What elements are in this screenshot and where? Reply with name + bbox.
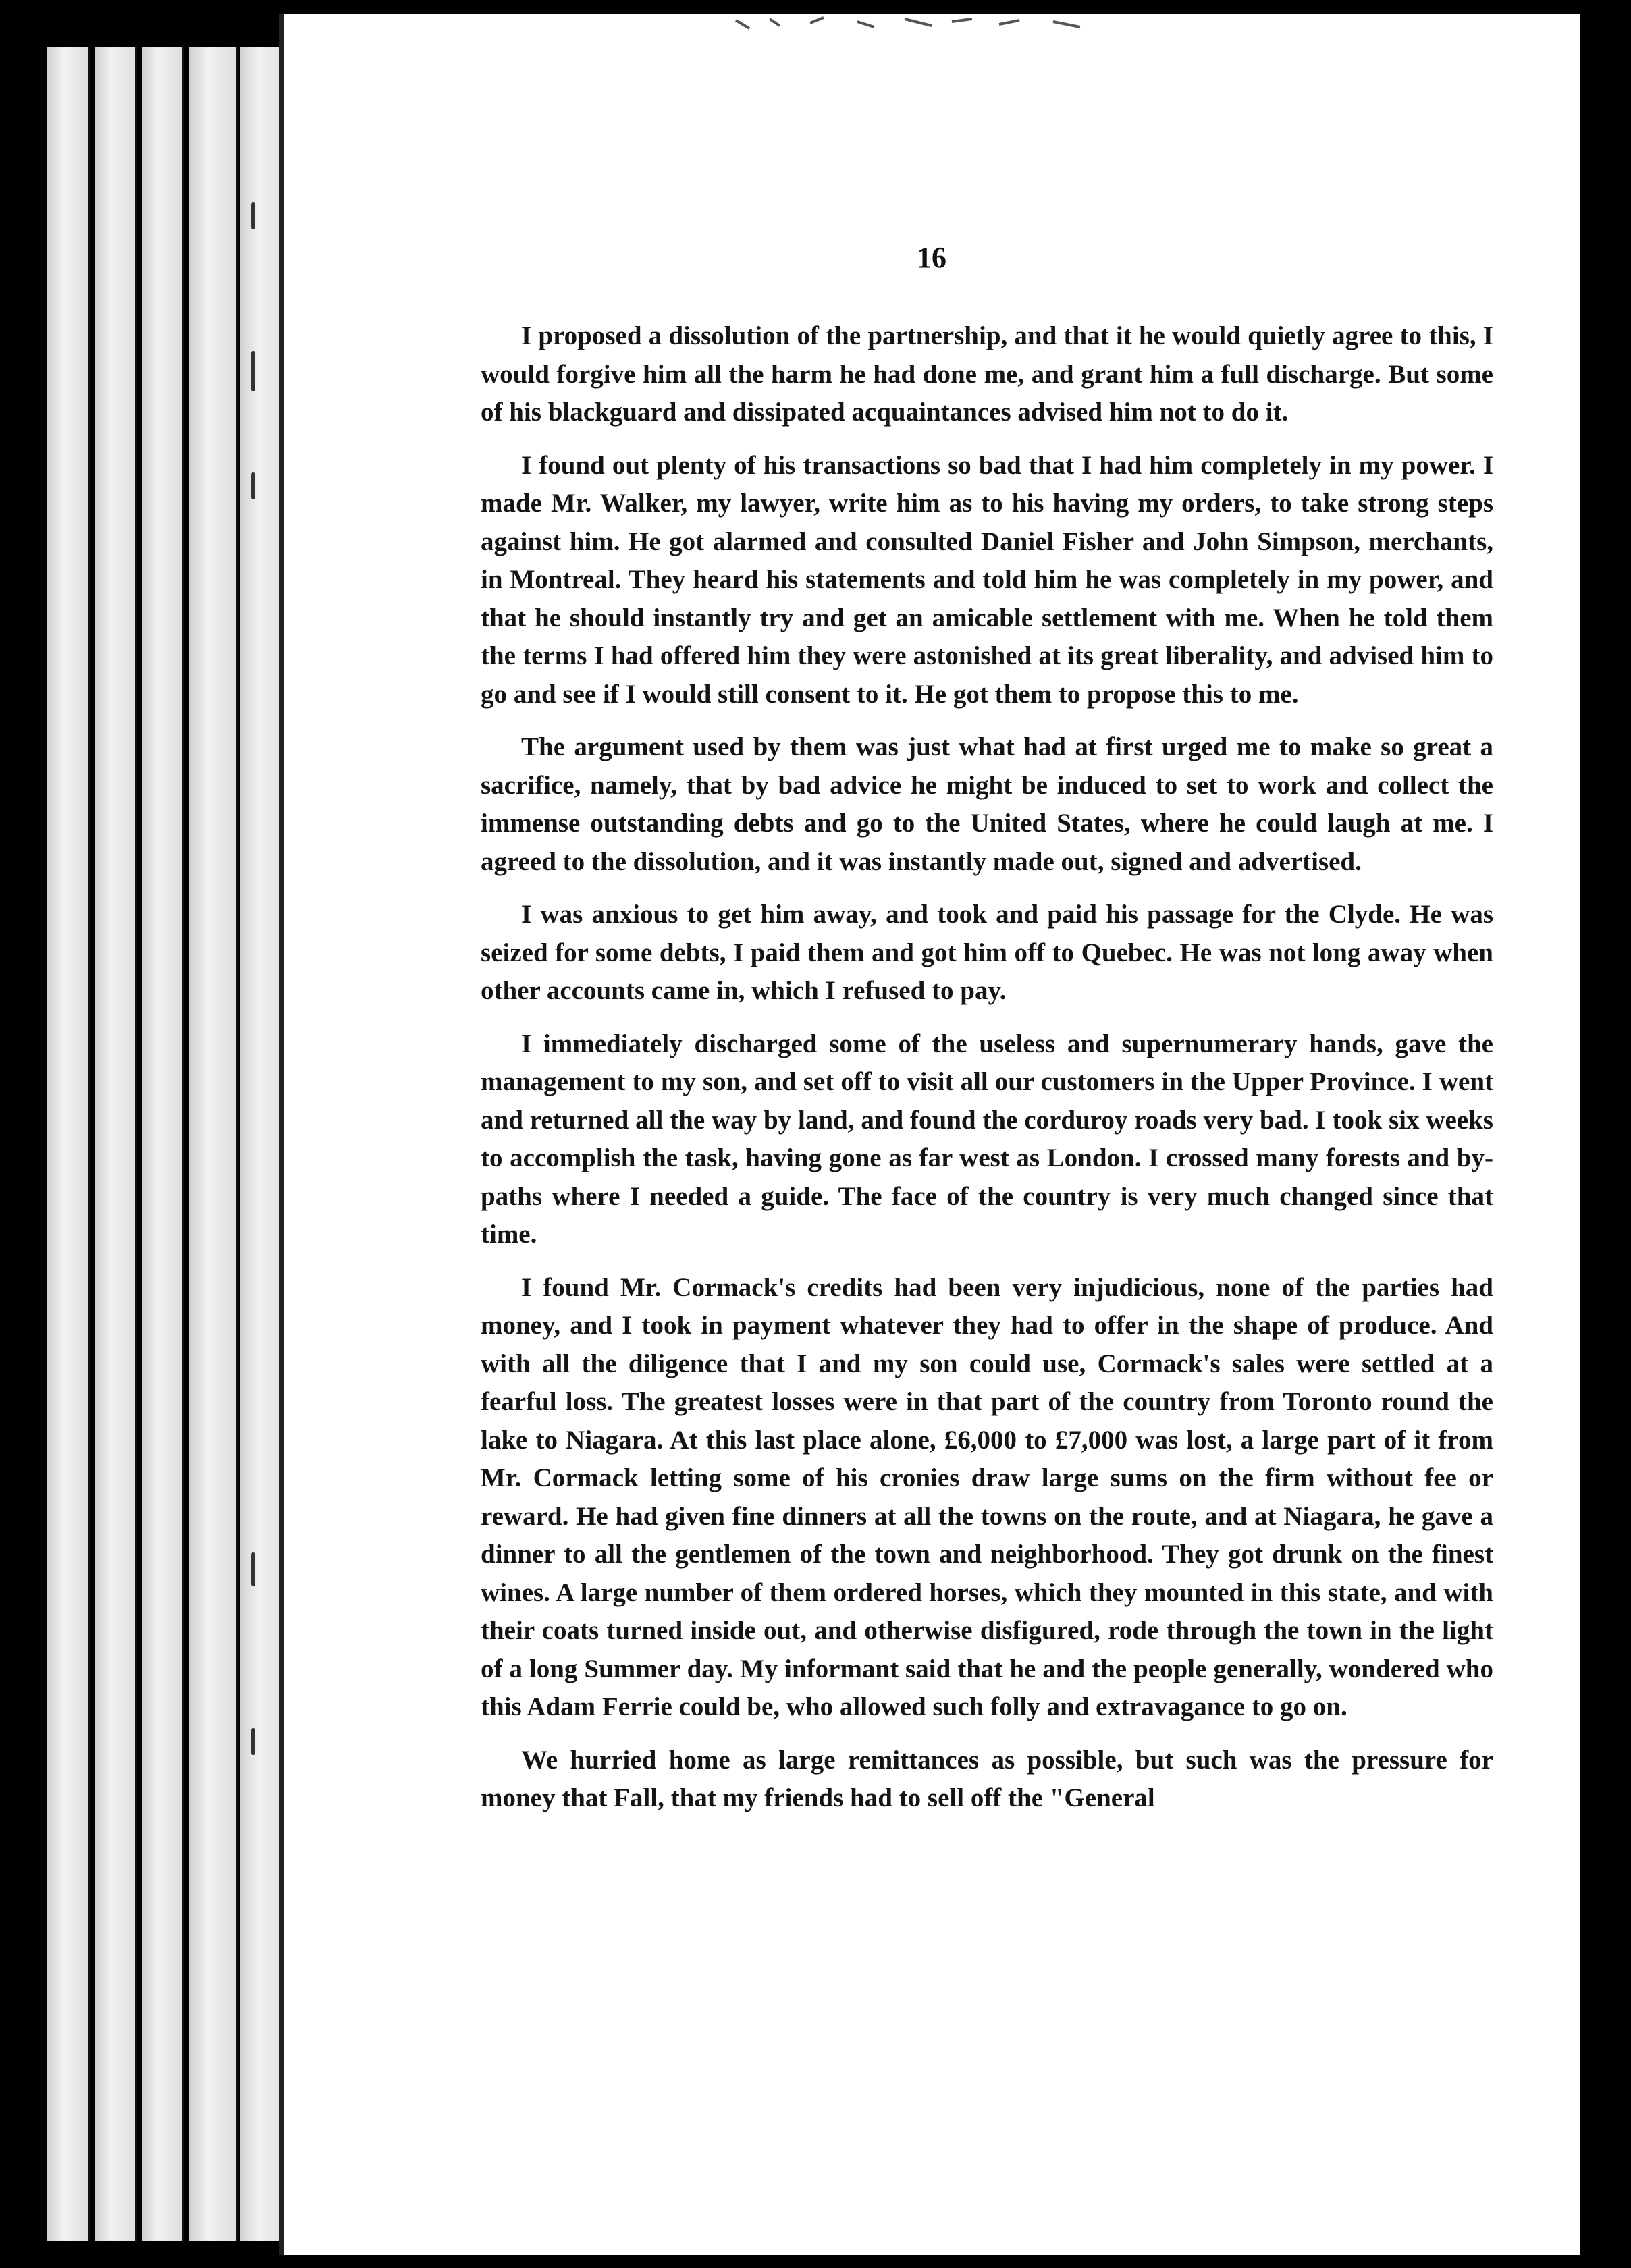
body-text [481,317,1493,1818]
margin-mark [251,202,255,230]
margin-mark [251,1552,255,1586]
paragraph: I found out plenty of his transactions so bad that I had him completely in my power. I made Mr. Walker, my lawyer, write him as to his having my orders, to take strong steps against him. He got alarmed and consulted Daniel Fisher and John Simpson, merchants, in Montreal. They heard his statements and told him he was completely in my power, and that he should instantly try and get an amicable settlement with me. When he told them the terms I had offered him they were astonished at its great liberality, and advised him to go and see if I would still consent to it. He got them to propose this to me. [481,450,1493,709]
top-edge-smudge [729,14,1107,40]
paragraph: I immediately discharged some of the useless and supernumerary hands, gave the management to my son, and set off to visit all our customers in the Upper Province. I went and returned all the way by land, and found the corduroy roads very bad. I took six weeks to accomplish the task, having gone as far west as London. I crossed many forests and by-paths where I needed a guide. The face of the country is very much changed since that time. [481,1029,1493,1249]
page-stack-edge-2 [95,47,137,2241]
paragraph: I was anxious to get him away, and took and paid his passage for the Clyde. He was seized for some debts, I paid them and got him off to Quebec. He was not long away when other accounts came in, which I refused to pay. [481,900,1493,1005]
margin-mark [251,1728,255,1755]
paragraph: The argument used by them was just what had at first urged me to make so great a sacrifice, namely, that by bad advice he might be induced to set to work and collect the immense outstanding debts and go to the United States, where he could laugh at me. I agreed to the dissolution, and it was instantly made out, signed and advertised. [481,732,1493,876]
book-page [284,14,1580,2254]
paragraph: I proposed a dissolution of the partnership, and that it he would quietly agree to this, I would forgive him all the harm he had done me, and grant him a full discharge. But some of his blackguard and dissipated acquaintances advised him not to do it. [481,321,1493,427]
paragraph: We hurried home as large remittances as possible, but such was the pressure for money that Fall, that my friends had to sell off the "General [481,1745,1493,1812]
page-stack-edge-5 [240,47,289,2241]
page-stack-edge-4 [189,47,238,2241]
paragraph: I found Mr. Cormack's credits had been very injudicious, none of the parties had money, and I took in payment whatever they had to offer in the shape of produce. And with all the diligence that I and my son could use, Cormack's sales were settled at a fearful loss. The greatest losses were in that part of the country from Toronto round the lake to Niagara. At this last place alone, £6,000 to £7,000 was lost, a large part of it from Mr. Cormack letting some of his cronies draw large sums on the firm without fee or reward. He had given fine dinners at all the towns on the route, and at Niagara, he gave a dinner to all the gentlemen of the town and neighborhood. They got drunk on the finest wines. A large number of them ordered horses, which they mounted in this state, and with their coats turned inside out, and otherwise disfigured, rode through the town in the light of a long Summer day. My informant said that he and the people generally, wondered who this Adam Ferrie could be, who allowed such folly and extravagance to go on. [481,1272,1493,1721]
page-stack-edge-3 [142,47,184,2241]
page-stack-edge-1 [47,47,90,2241]
margin-mark [251,473,255,500]
page-number: 16 [917,241,946,274]
margin-mark [251,351,255,392]
